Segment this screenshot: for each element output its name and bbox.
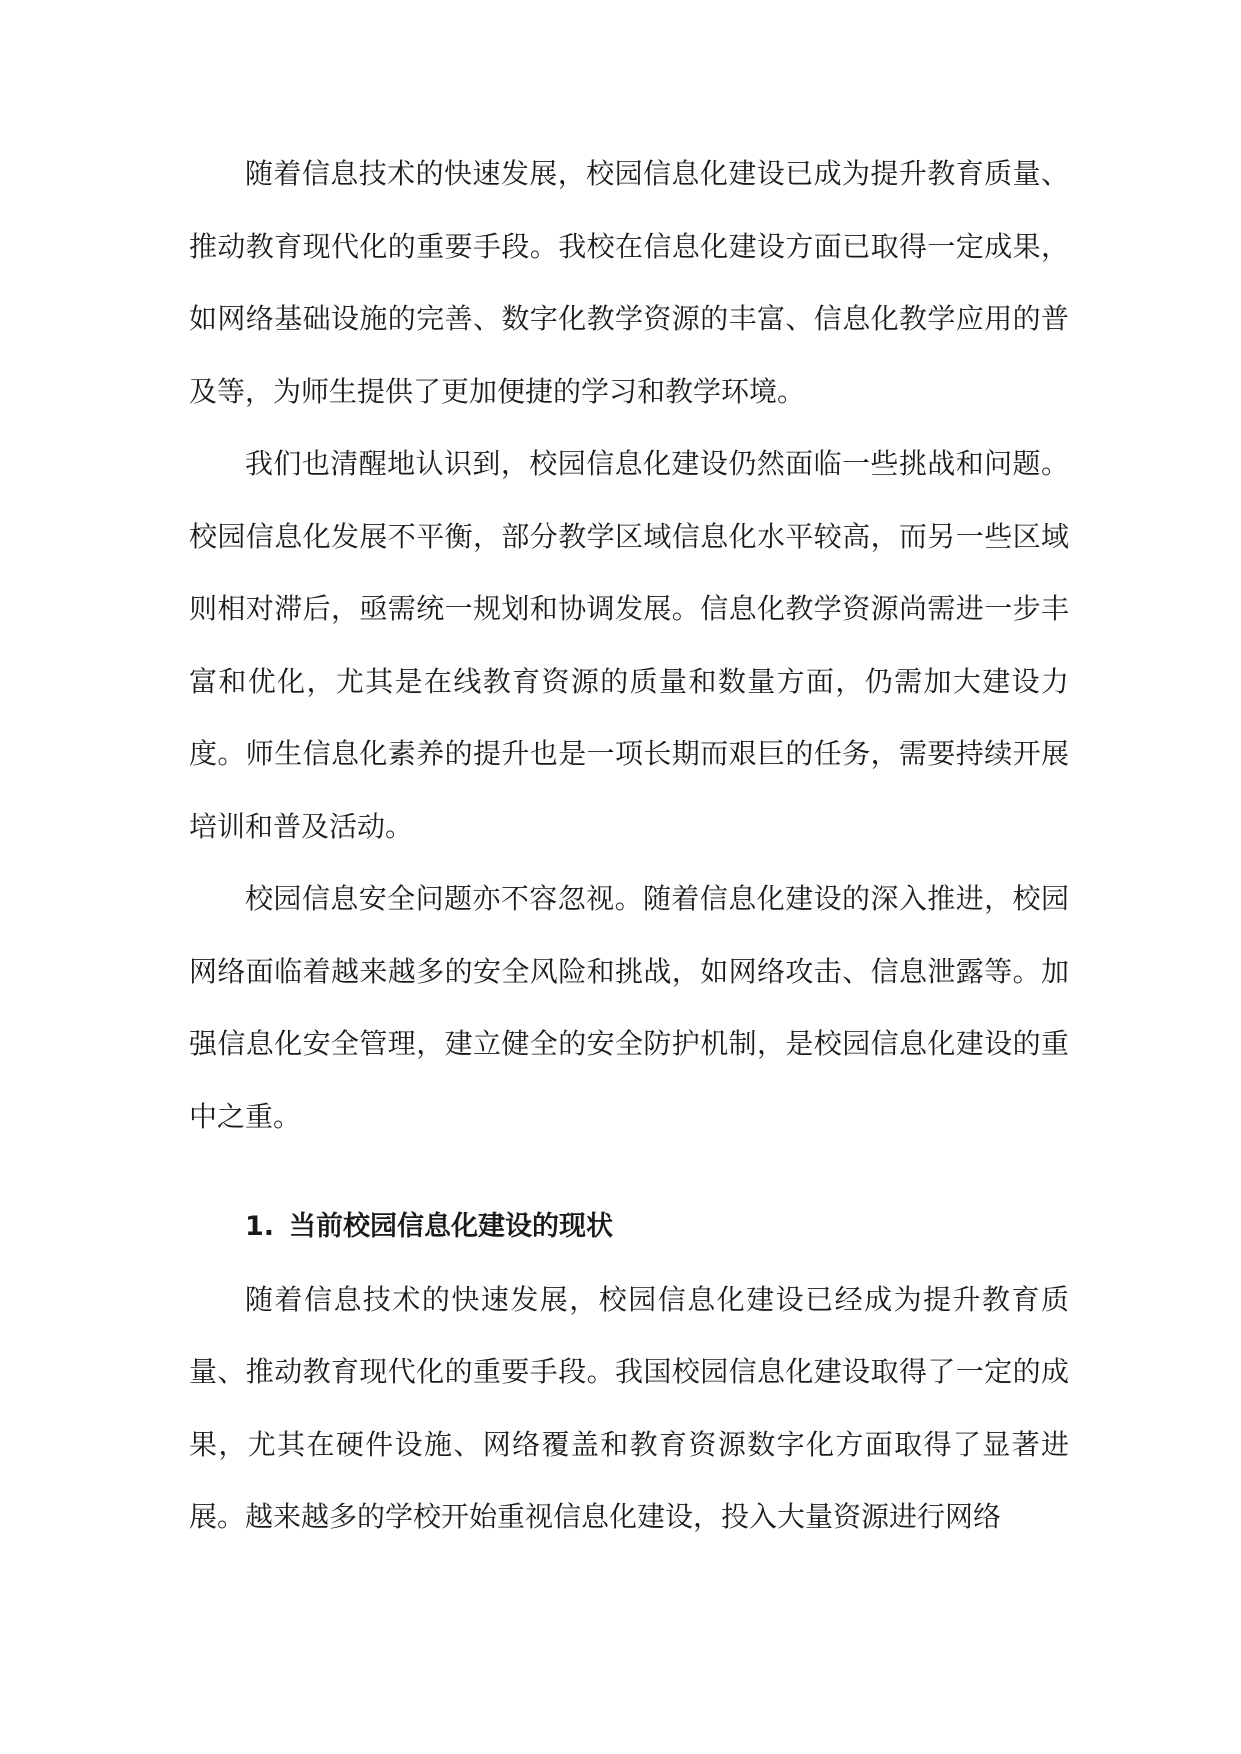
section-number: 1.: [245, 1211, 275, 1242]
document-body: [189, 138, 1069, 1554]
paragraph-security: 校园信息安全问题亦不容忽视。随着信息化建设的深入推进，校园网络面临着越来越多的安全风险和挑战，如网络攻击、信息泄露等。加强信息化安全管理，建立健全的安全防护机制，是校园信息化建设的重中之重。: [189, 882, 1069, 1133]
section-heading-wrapper: [189, 1153, 1069, 1264]
section-title: 当前校园信息化建设的现状: [289, 1211, 613, 1242]
section-heading: [245, 1191, 1069, 1264]
paragraph-current-status: 随着信息技术的快速发展，校园信息化建设已经成为提升教育质量、推动教育现代化的重要手段。我国校园信息化建设取得了一定的成果，尤其在硬件设施、网络覆盖和教育资源数字化方面取得了显著进展。越来越多的学校开始重视信息化建设，投入大量资源进行网络: [189, 1282, 1069, 1533]
paragraph-challenges: 我们也清醒地认识到，校园信息化建设仍然面临一些挑战和问题。校园信息化发展不平衡，部分教学区域信息化水平较高，而另一些区域则相对滞后，亟需统一规划和协调发展。信息化教学资源尚需进一步丰富和优化，尤其是在线教育资源的质量和数量方面，仍需加大建设力度。师生信息化素养的提升也是一项长期而艰巨的任务，需要持续开展培训和普及活动。: [189, 447, 1069, 843]
paragraph-intro: 随着信息技术的快速发展，校园信息化建设已成为提升教育质量、推动教育现代化的重要手段。我校在信息化建设方面已取得一定成果，如网络基础设施的完善、数字化教学资源的丰富、信息化教学应用的普及等，为师生提供了更加便捷的学习和教学环境。: [189, 157, 1069, 408]
